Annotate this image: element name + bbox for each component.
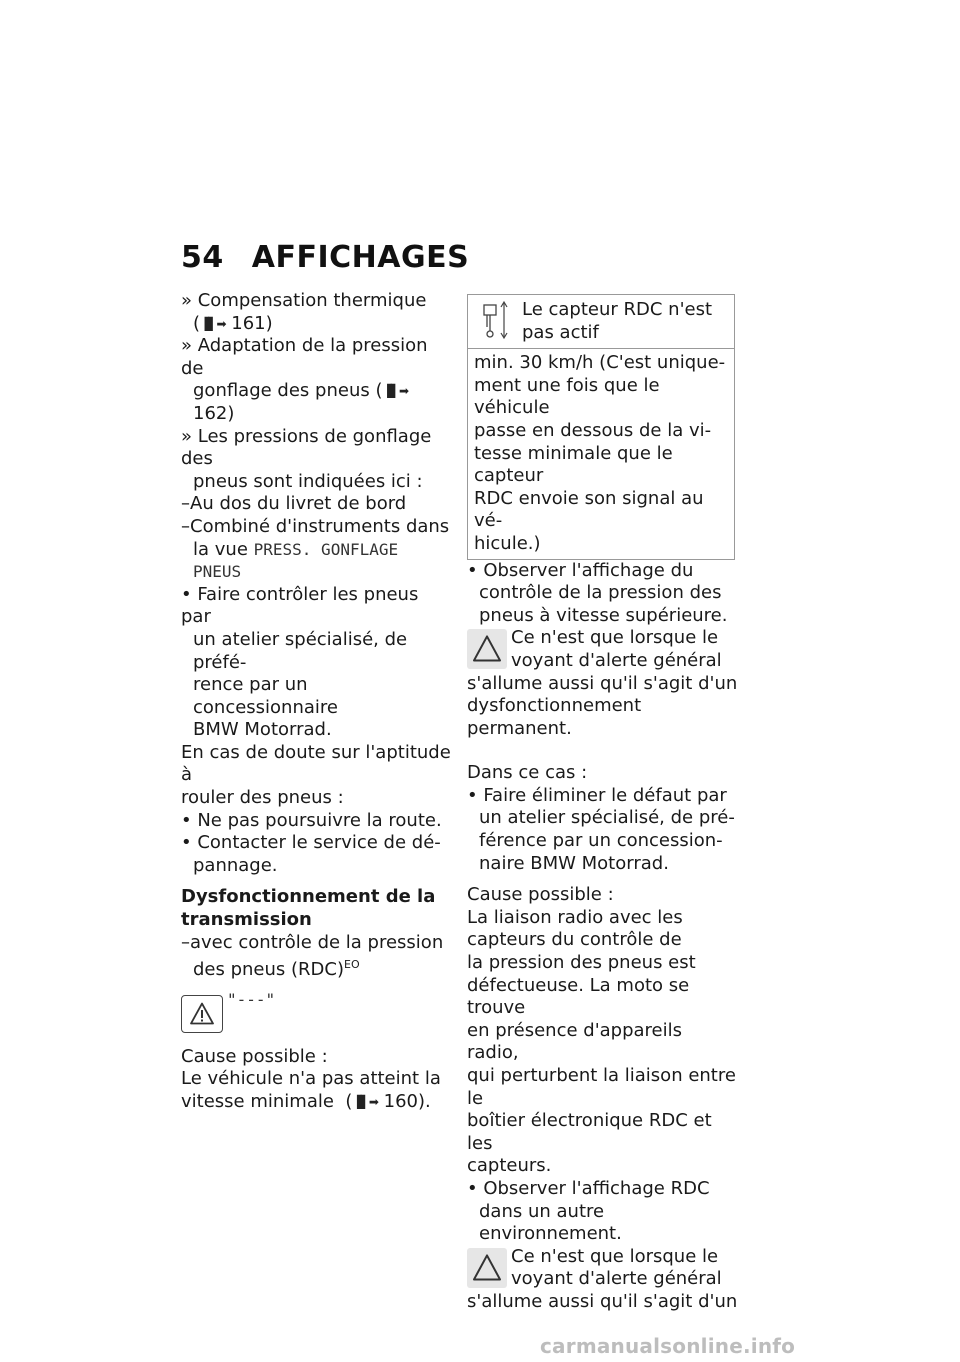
- display-row: [181, 991, 453, 1037]
- paragraph: Cause possible :: [467, 884, 614, 906]
- bullet-item: • Observer l'affichage RDC: [467, 1177, 710, 1199]
- display-text: "---": [227, 989, 276, 1009]
- arrow-ref-icon: ▐▌➡: [382, 384, 408, 399]
- list-item: » Les pressions de gonflage des: [181, 425, 432, 470]
- dash-item: –avec contrôle de la pression: [181, 931, 444, 953]
- left-column: » Compensation thermique (▐▌➡ 161) » Adaptation de la pression de gonflage des pneus (▐▌➡ 162) » Les pressions de gonflage des pneus sont indiquées ici : –Au dos du livret de bord –Combiné d'instruments dans la vue PRESS. GONFLAGE PNEUS • Faire contrôler les pneus par un atelier spécialisé, de préfé- rence par un concessionnaire BMW Motorrad. En cas de doute sur l'aptitude à rouler des pneus : • Ne pas poursuivre la route. • Contacter le service de dé- pannage. Dysfonctionnement de la transmission –avec contrôle de la pression des pneus (RDC)$^{EO}$ "---" Cause possible : Le véhicule n'a pas atteint la vitesse minimale (▐▌➡ 160).: [181, 290, 453, 1114]
- warning-triangle-icon: [472, 635, 502, 663]
- warning-triangle-icon: [472, 1253, 502, 1281]
- warning-note: Ce n'est que lorsque le voyant d'alerte général s'allume aussi qu'il s'agit d'un: [467, 1245, 738, 1312]
- paragraph: En cas de doute sur l'aptitude à: [181, 741, 451, 786]
- rdc-table: [467, 294, 735, 560]
- dash-item: –Combiné d'instruments dans: [181, 515, 450, 537]
- table-row: min. 30 km/h (C'est unique- ment une fois que le véhicule passe en dessous de la vi- tesse minimale que le capteur RDC envoie son signal au vé- hicule.): [468, 349, 735, 559]
- warning-indicator: [181, 995, 223, 1033]
- warning-indicator: [467, 629, 507, 669]
- list-item-cont: (▐▌➡ 161): [193, 312, 273, 334]
- warning-indicator: [467, 1248, 507, 1288]
- paragraph: Cause possible :: [181, 1045, 328, 1067]
- display-text: PNEUS: [193, 562, 242, 582]
- warning-note: Ce n'est que lorsque le voyant d'alerte général s'allume aussi qu'il s'agit d'un dysfonctionnement permanent.: [467, 627, 738, 739]
- warning-triangle-icon: [189, 1001, 215, 1025]
- bullet-item: • Faire contrôler les pneus par: [181, 583, 419, 628]
- paragraph: Dans ce cas :: [467, 762, 588, 784]
- bullet-item: • Ne pas poursuivre la route.: [181, 809, 442, 831]
- list-item: » Adaptation de la pression de: [181, 335, 428, 379]
- rdc-sensor-icon: [474, 299, 514, 341]
- display-text: PRESS. GONFLAGE: [253, 539, 399, 559]
- page-header: [181, 240, 469, 275]
- right-column: Le capteur RDC n'est pas actif min. 30 km/h (C'est unique- ment une fois que le véhicule passe en dessous de la vi- tesse minimale que le capteur RDC envoie son signal au vé- hicule.) • Observer l'affichage du contrôle de la pression des pneus à vitesse supérieure. Ce n'est que lorsque le voyant d'alerte général s'allume aussi qu'il s'agit d'un dysfonctionnement permanent. Dans ce cas : • Faire éliminer le défaut par un atelier spécialisé, de pré- férence par un concession- naire BMW Motorrad. Cause possible : La liaison radio avec les capteurs du contrôle de la pression des pneus est défectueuse. La moto se trouve en présence d'appareils radio, qui perturbent la liaison entre le boîtier électronique RDC et les capteurs. • Observer l'affichage RDC dans un autre environnement. Ce n'est que lorsque le voyant d'alerte général s'allume aussi qu'il s'agit d'un: [467, 294, 739, 1314]
- bullet-item: • Faire éliminer le défaut par: [467, 784, 727, 806]
- page-title: AFFICHAGES: [251, 240, 470, 275]
- section-heading-cont: transmission: [181, 909, 312, 931]
- arrow-ref-icon: ▐▌➡: [352, 1095, 378, 1109]
- bullet-item: • Contacter le service de dé-: [181, 832, 441, 854]
- bullet-item: • Observer l'affichage du: [467, 559, 694, 581]
- table-row: Le capteur RDC n'est pas actif: [468, 295, 735, 349]
- dash-item: –Au dos du livret de bord: [181, 493, 407, 515]
- page-number: 54: [181, 240, 224, 275]
- list-item: » Compensation thermique: [181, 290, 427, 311]
- section-heading: Dysfonctionnement de la: [181, 886, 436, 908]
- arrow-ref-icon: ▐▌➡: [200, 316, 226, 331]
- watermark: carmanualsonline.info: [540, 1334, 796, 1358]
